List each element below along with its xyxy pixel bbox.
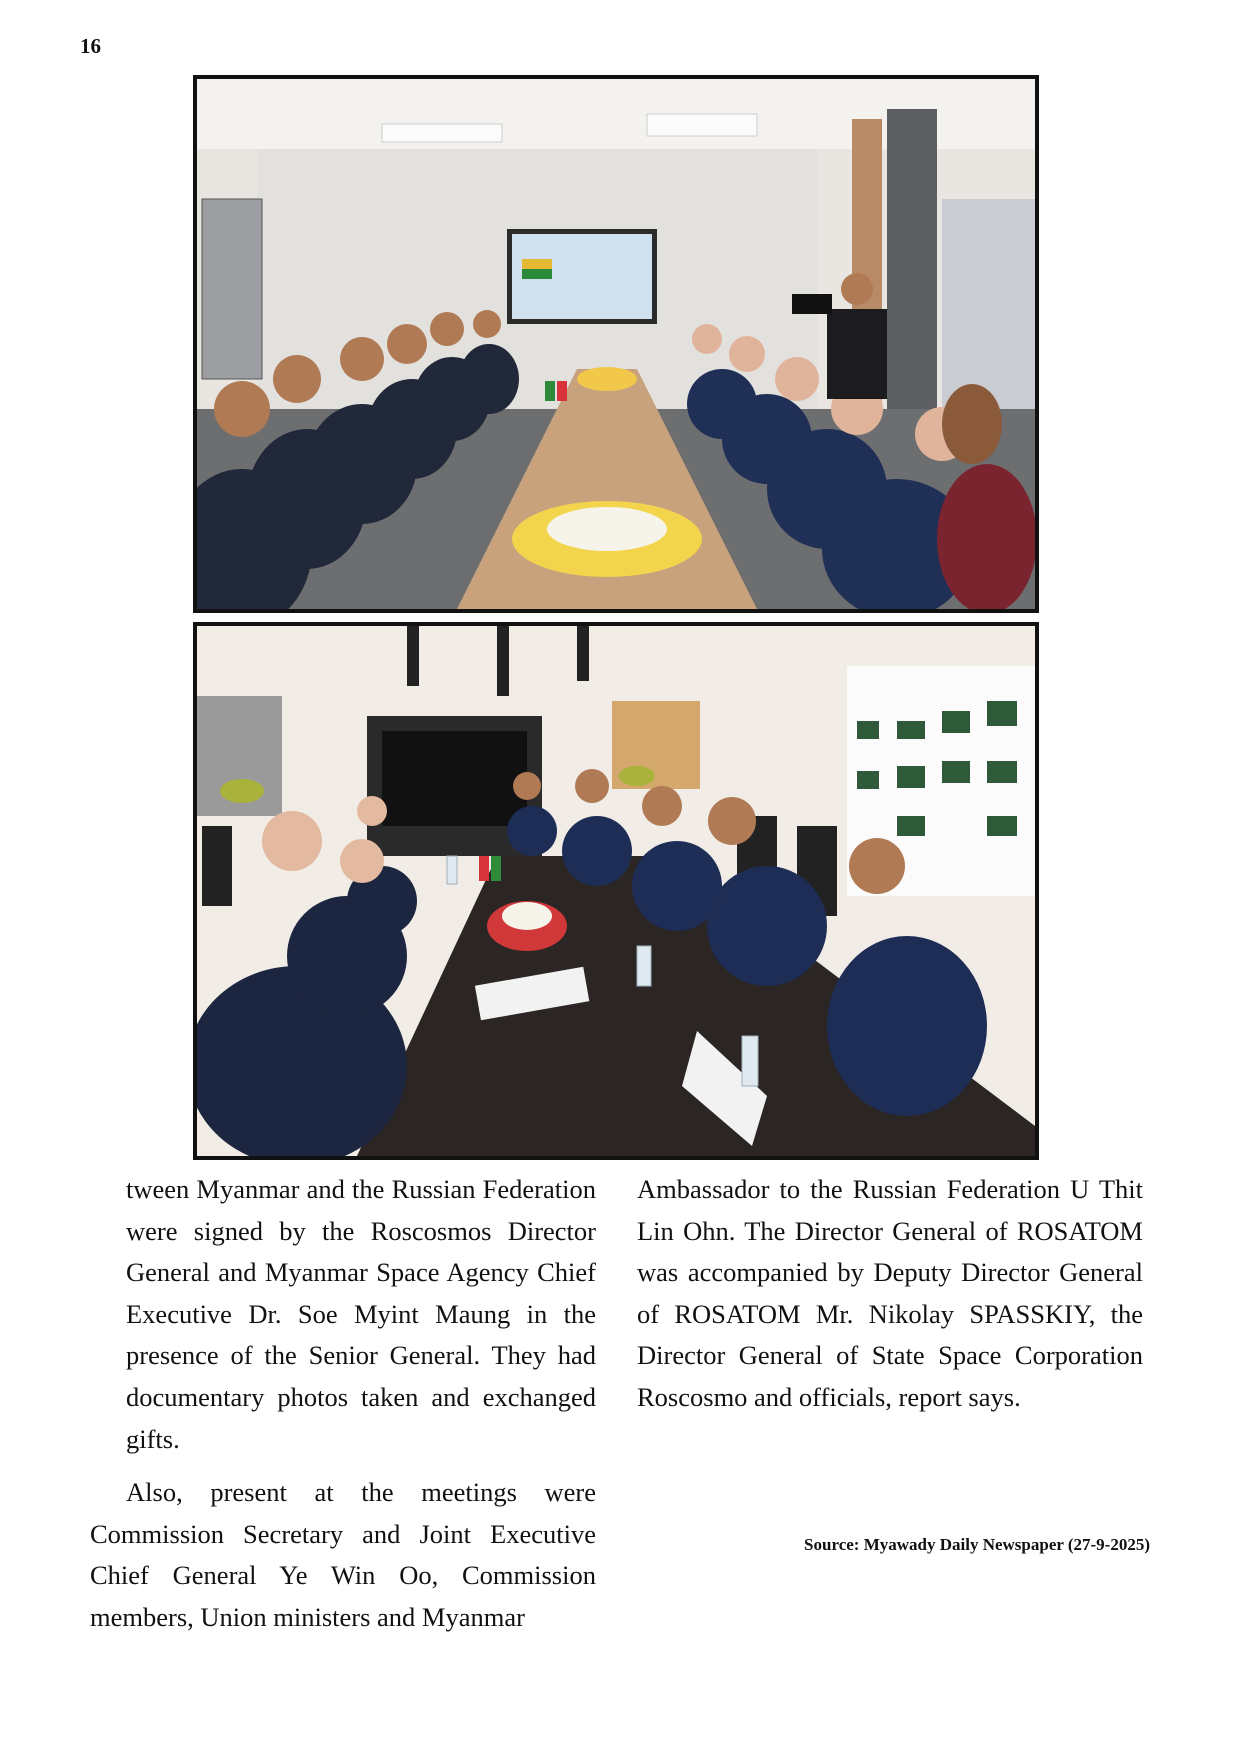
article-paragraph: Also, present at the meetings were Commission Secretary and Joint Executive Chief General Ye Win Oo, Commission members, Union ministers and Myanmar: [90, 1477, 596, 1632]
article-right-column: [637, 1169, 1143, 1419]
page-number: 16: [80, 34, 101, 58]
meeting-photo-2-illustration: [197, 626, 1035, 1156]
article-paragraph: Ambassador to the Russian Federation U Thit Lin Ohn. The Director General of ROSATOM was accompanied by Deputy Director General of ROSATOM Mr. Nikolay SPASSKIY, the Director General of State Space Corporation Roscosmo and officials, report says.: [637, 1174, 1143, 1412]
meeting-photo-1-illustration: [197, 79, 1035, 609]
article-left-column: [90, 1169, 596, 1639]
source-credit: Source: Myawady Daily Newspaper (27-9-2025): [804, 1535, 1150, 1554]
article-paragraph: tween Myanmar and the Russian Federation were signed by the Roscosmos Director General and Myanmar Space Agency Chief Executive Dr. Soe Myint Maung in the presence of the Senior General. They had documentary photos taken and exchanged gifts.: [126, 1174, 596, 1454]
photo-meeting-table-2: [193, 622, 1039, 1160]
photo-meeting-table-1: [193, 75, 1039, 613]
